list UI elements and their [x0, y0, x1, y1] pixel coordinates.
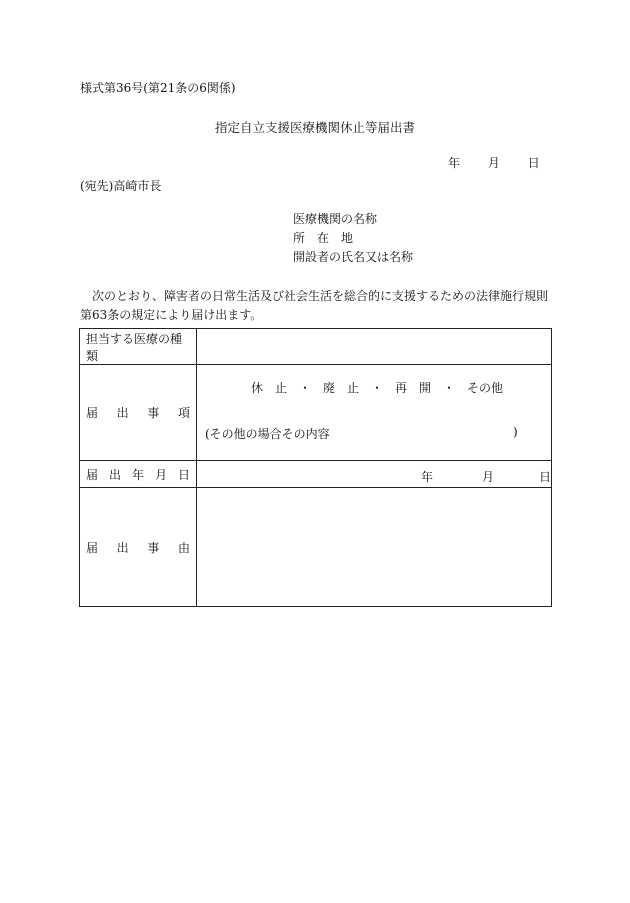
label-char: 出	[108, 467, 121, 482]
label-char: 由	[177, 540, 190, 555]
notification-item-field[interactable]	[197, 365, 552, 461]
reason-field[interactable]	[197, 488, 552, 607]
label-char: 事	[147, 406, 160, 420]
label-char: 出	[116, 406, 129, 420]
institution-name-label: 医療機関の名称	[293, 212, 378, 226]
body-text: 次のとおり、障害者の日常生活及び社会生活を総合的に支援するための法律施行規則第63条の規定により届け出ます。	[80, 289, 549, 322]
label-char: 年	[131, 467, 144, 482]
reason-label-cell	[80, 488, 197, 607]
table-row	[80, 461, 552, 488]
table-row	[80, 329, 552, 365]
notification-date-label-cell	[80, 461, 197, 488]
date-month: 月	[487, 156, 500, 170]
label-char: 月	[154, 467, 167, 482]
date-day: 日	[527, 156, 540, 170]
label-char: 項	[177, 406, 190, 420]
location-label: 所 在 地	[293, 231, 354, 245]
label-char: 出	[116, 540, 129, 555]
date-year: 年	[448, 156, 461, 170]
notification-options[interactable]: 休 止 ・ 廃 止 ・ 再 開 ・ その他	[251, 381, 504, 395]
label-char: 届	[86, 406, 99, 420]
addressee: (宛先)高崎市長	[80, 179, 162, 193]
medical-type-label-cell	[80, 329, 197, 365]
notification-date-field[interactable]	[197, 461, 552, 488]
medical-type-field[interactable]	[197, 329, 552, 365]
label-char: 事	[147, 540, 160, 555]
notif-date-year: 年	[421, 470, 434, 484]
notification-item-label-cell	[80, 365, 197, 461]
medical-type-label: 担当する医療の種類	[86, 331, 183, 363]
table-row	[80, 488, 552, 607]
notif-date-day: 日	[539, 470, 552, 484]
label-char: 日	[177, 467, 190, 482]
other-contents-label: (その他の場合その内容	[205, 427, 330, 441]
document-title: 指定自立支援医療機関休止等届出書	[214, 120, 415, 135]
form-number: 様式第36号(第21条の6関係)	[80, 81, 236, 95]
notif-date-month: 月	[482, 470, 495, 484]
label-char: 届	[86, 467, 99, 482]
table-row	[80, 365, 552, 461]
other-contents-close: )	[513, 425, 518, 439]
founder-name-label: 開設者の氏名又は名称	[293, 250, 414, 264]
notification-table	[79, 328, 552, 607]
label-char: 届	[86, 540, 99, 555]
submission-date	[448, 157, 540, 169]
